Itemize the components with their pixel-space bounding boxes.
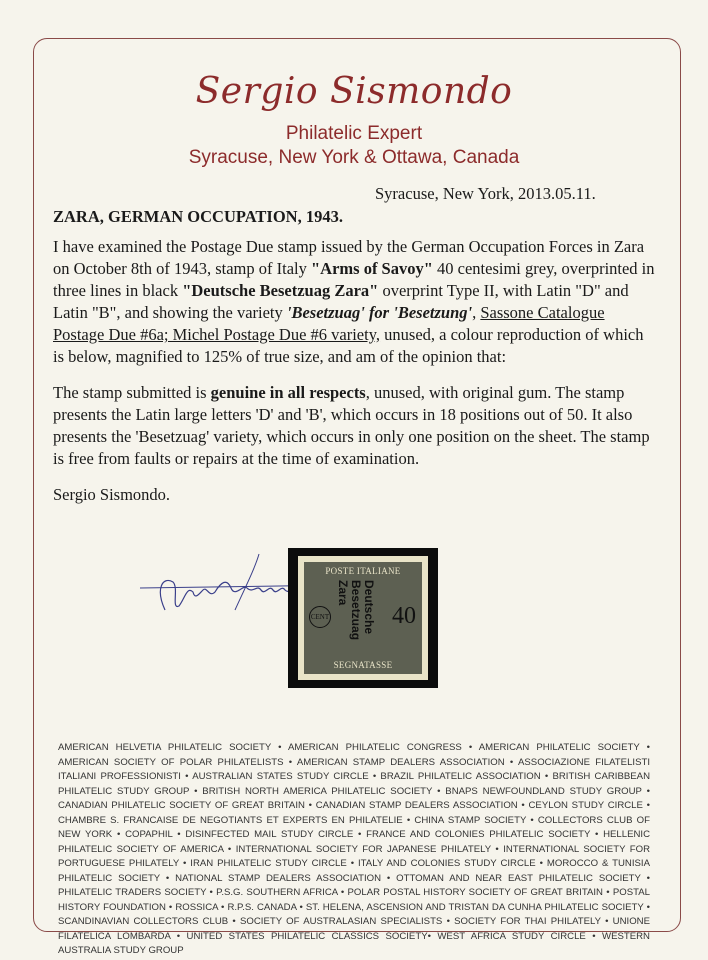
examination-paragraph: [53, 236, 657, 368]
certificate-body: [53, 183, 657, 505]
overprint-line: Besetzuag: [349, 580, 363, 641]
date-line: Syracuse, New York, 2013.05.11.: [375, 184, 596, 203]
stamp-value: 40: [392, 603, 416, 629]
overprint-name: "Deutsche Besetzuag Zara": [182, 281, 379, 300]
society-memberships: AMERICAN HELVETIA PHILATELIC SOCIETY • AMERICAN PHILATELIC CONGRESS • AMERICAN PHILATELIC SOCIETY • AMERICAN SOCIETY OF POLAR PHILATELISTS • AMERICAN STAMP DEALERS ASSOCIATION • ASSOCIAZIONE FILATELISTI ITALIANI PROFESSIONISTI • AUSTRALIAN STATES STUDY CIRCLE • BRAZIL PHILATELIC ASSOCIATION • BRITISH CARIBBEAN PHILATELIC STUDY GROUP • BRITISH NORTH AMERICA PHILATELIC SOCIETY • BNAPS NEWFOUNDLAND STUDY GROUP • CANADIAN PHILATELIC SOCIETY OF GREAT BRITAIN • CANADIAN STAMP DEALERS ASSOCIATION • CEYLON STUDY CIRCLE • CHAMBRE S. FRANCAISE DE NEGOTIANTS ET EXPERTS EN PHILATELIE • CHINA STAMP SOCIETY • COLLECTORS CLUB OF NEW YORK • COPAPHIL • DISINFECTED MAIL STUDY CIRCLE • FRANCE AND COLONIES PHILATELIC SOCIETY • HELLENIC PHILATELIC SOCIETY OF AMERICA • INTERNATIONAL SOCIETY FOR JAPANESE PHILATELY • INTERNATIONAL SOCIETY FOR PORTUGUESE PHILATELY • IRAN PHILATELIC STUDY CIRCLE • ITALY AND COLONIES STUDY CIRCLE • MOROCCO & TUNISIA PHILATELIC SOCIETY • NATIONAL STAMP DEALERS ASSOCIATION • OTTOMAN AND NEAR EAST PHILATELIC SOCIETY • PHILATELIC TRADERS SOCIETY • P.S.G. SOUTHERN AFRICA • POLAR POSTAL HISTORY SOCIETY OF GREAT BRITAIN • POSTAL HISTORY FOUNDATION • ROSSICA • R.P.S. CANADA • ST. HELENA, ASCENSION AND TRISTAN DA CUNHA PHILATELIC SOCIETY • SCANDINAVIAN COLLECTORS CLUB • SOCIETY OF AUSTRALASIAN SPECIALISTS • SOCIETY FOR THAI PHILATELY • UNIONE FILATELICA LOMBARDA • UNITED STATES PHILATELIC CLASSICS SOCIETY• WEST AFRICA STUDY CIRCLE • WESTERN AUSTRALIA STUDY GROUP: [58, 742, 650, 956]
text: The stamp submitted is: [53, 383, 211, 402]
letterhead-location: Syracuse, New York & Ottawa, Canada: [188, 147, 520, 168]
stamp-image: [288, 548, 438, 688]
verdict: genuine in all respects: [210, 383, 366, 402]
certificate-heading: ZARA, GERMAN OCCUPATION, 1943.: [53, 207, 343, 226]
overprint-line: Zara: [336, 580, 350, 606]
text: , unused, with original gum. The stamp presents the Latin large letters 'D' and 'B', which occurs in 18 positions out of 50. It also presents the 'Besetzuag' variety, which occurs in only one position on the sheet. The stamp is free from faults or repairs at the time of examination.: [53, 383, 650, 468]
letterhead-title: Philatelic Expert: [285, 123, 423, 144]
catalogue-reference: Sassone Catalogue Postage Due #6a; Michel Postage Due #6 variety,: [53, 303, 605, 344]
letterhead-name: Sergio Sismondo: [195, 71, 513, 112]
stamp-name: "Arms of Savoy": [311, 259, 433, 278]
text: 40 centesimi grey, overprinted in three lines in black: [53, 259, 655, 300]
stamp-overprint: [336, 580, 375, 656]
stamp-cent: CENT: [309, 606, 331, 628]
text: unused, a colour reproduction of which is below, magnified to 125% of true size, and am of the opinion that:: [53, 325, 644, 366]
stamp-top-text: POSTE ITALIANE: [325, 566, 401, 576]
signer-name: Sergio Sismondo.: [53, 485, 171, 504]
text: ,: [472, 303, 481, 322]
opinion-paragraph: [53, 382, 657, 470]
stamp-bottom-text: SEGNATASSE: [333, 660, 393, 670]
text: I have examined the Postage Due stamp issued by the German Occupation Forces in Zara on October 8th of 1943, stamp of Italy: [53, 237, 645, 278]
text: overprint Type II, with Latin "D" and Latin "B", and showing the variety: [53, 281, 629, 322]
variety-name: 'Besetzuag' for 'Besetzung': [286, 303, 473, 322]
overprint-line: Deutsche: [362, 580, 376, 635]
